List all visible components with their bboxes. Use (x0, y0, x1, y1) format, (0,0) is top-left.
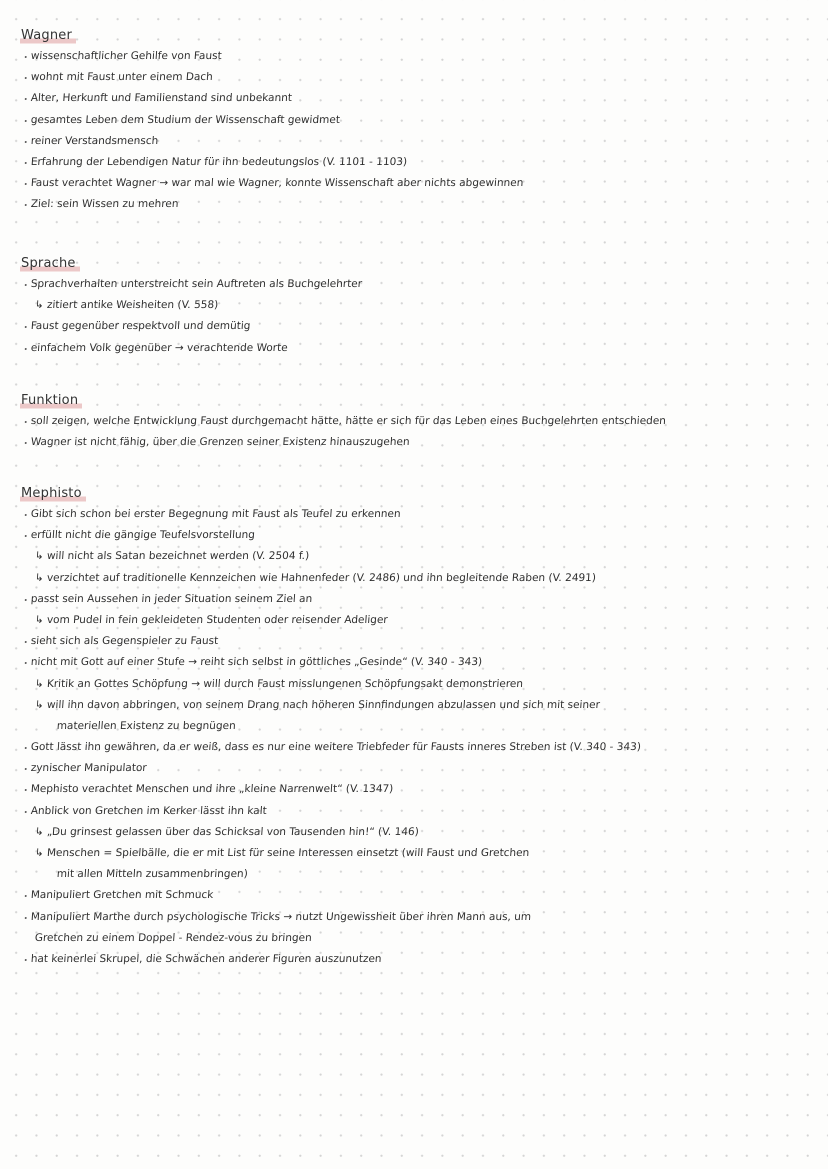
note-line (20, 589, 809, 610)
note-text: ↳ Menschen = Spielbälle, die er mit List für seine Interessen einsetzt (will Faust und Gretchen (34, 847, 530, 859)
bullet-dot (25, 747, 27, 749)
note-text: Alter, Herkunft und Familienstand sind unbekannt (30, 92, 293, 105)
note-line (20, 949, 809, 970)
bullet-dot (25, 162, 27, 164)
note-text: Gibt sich schon bei erster Begegnung mit Faust als Teufel zu erkennen (30, 508, 401, 520)
section-mephisto (20, 482, 808, 970)
note-subline (20, 674, 809, 695)
note-line (20, 801, 809, 822)
note-text: Gott lässt ihn gewähren, da er weiß, dass es nur eine weitere Triebfeder für Fausts inneres Streben ist (V. 340 - 343) (30, 741, 642, 754)
note-continuation (20, 928, 809, 949)
bullet-dot (25, 284, 27, 286)
bullet-dot (25, 514, 27, 516)
note-text: wissenschaftlicher Gehilfe von Faust (30, 50, 223, 62)
bullet-dot (25, 917, 27, 919)
note-line (20, 525, 809, 546)
bullet-dot (25, 662, 27, 664)
bullet-dot (25, 421, 27, 423)
note-text: ↳ „Du grinsest gelassen über das Schicksal von Tausenden hin!“ (V. 146) (34, 825, 420, 838)
note-line (20, 652, 809, 673)
note-text: soll zeigen, welche Entwicklung Faust durchgemacht hätte, hätte er sich für das Leben eines Buchgelehrten entschieden (30, 415, 667, 427)
bullet-dot (25, 56, 27, 58)
note-text: ↳ will ihn davon abbringen, von seinem Drang nach höheren Sinnfindungen abzulassen und sich mit seiner (34, 698, 601, 711)
note-text: ↳ Kritik an Gottes Schöpfung → will durch Faust misslungenen Schöpfungsakt demonstrieren (34, 677, 524, 690)
note-text: passt sein Aussehen in jeder Situation seinem Ziel an (30, 592, 313, 605)
note-line (20, 67, 809, 88)
note-subline (20, 695, 809, 716)
note-text: Gretchen zu einem Doppel - Rendez-vous zu bringen (34, 931, 313, 944)
note-text: ↳ verzichtet auf traditionelle Kennzeichen wie Hahnenfeder (V. 2486) und ihn begleitende Raben (V. 2491) (34, 571, 597, 584)
note-line (20, 737, 809, 758)
note-line (20, 88, 809, 109)
bullet-dot (25, 442, 27, 444)
bullet-dot (25, 204, 27, 206)
section-heading: Sprache (20, 256, 80, 272)
note-text: gesamtes Leben dem Studium der Wissenschaft gewidmet (30, 113, 341, 126)
note-line (20, 46, 809, 67)
section-heading: Wagner (20, 28, 76, 44)
section-sprache (20, 252, 808, 359)
note-line (20, 631, 809, 652)
note-line (20, 173, 809, 194)
note-text: Erfahrung der Lebendigen Natur für ihn bedeutungslos (V. 1101 - 1103) (30, 155, 408, 168)
note-text: hat keinerlei Skrupel, die Schwächen anderer Figuren auszunutzen (30, 952, 382, 965)
note-line (20, 504, 809, 525)
bullet-dot (25, 98, 27, 100)
note-line (20, 152, 809, 173)
note-text: Faust verachtet Wagner → war mal wie Wagner, konnte Wissenschaft aber nichts abgewinnen (30, 177, 524, 190)
note-line (20, 779, 809, 800)
note-text: mit allen Mitteln zusammenbringen) (56, 868, 249, 881)
note-line (20, 907, 809, 928)
note-subline (20, 843, 809, 864)
bullet-dot (25, 811, 27, 813)
bullet-dot (25, 141, 27, 143)
bullet-dot (25, 348, 27, 350)
bullet-dot (25, 326, 27, 328)
note-text: einfachem Volk gegenüber → verachtende Worte (30, 341, 289, 354)
bullet-dot (25, 895, 27, 897)
note-text: ↳ zitiert antike Weisheiten (V. 558) (34, 299, 219, 312)
note-text: Manipuliert Gretchen mit Schmuck (30, 889, 214, 902)
bullet-dot (25, 641, 27, 643)
bullet-dot (25, 77, 27, 79)
bullet-dot (25, 768, 27, 770)
note-text: Manipuliert Marthe durch psychologische Tricks → nutzt Ungewissheit über ihren Mann aus, um (30, 910, 532, 923)
note-line (20, 131, 809, 152)
bullet-dot (25, 183, 27, 185)
note-line (20, 411, 809, 432)
note-text: wohnt mit Faust unter einem Dach (30, 71, 214, 84)
note-line (20, 758, 809, 779)
bullet-dot (25, 535, 27, 537)
note-text: erfüllt nicht die gängige Teufelsvorstellung (30, 529, 256, 542)
bullet-dot (25, 789, 27, 791)
note-subline (20, 546, 809, 567)
note-text: Anblick von Gretchen im Kerker lässt ihn kalt (30, 804, 268, 817)
note-continuation (20, 864, 809, 885)
note-subline (20, 295, 809, 316)
note-continuation (20, 716, 809, 737)
note-text: nicht mit Gott auf einer Stufe → reiht sich selbst in göttliches „Gesinde“ (V. 340 - 343) (30, 656, 483, 669)
note-text: Wagner ist nicht fähig, über die Grenzen seiner Existenz hinauszugehen (30, 436, 411, 449)
note-text: Ziel: sein Wissen zu mehren (30, 198, 179, 211)
note-line (20, 274, 809, 295)
bullet-dot (25, 599, 27, 601)
note-line (20, 110, 809, 131)
note-text: ↳ will nicht als Satan bezeichnet werden (V. 2504 f.) (34, 550, 310, 563)
note-text: Mephisto verachtet Menschen und ihre „kleine Narrenwelt“ (V. 1347) (30, 783, 394, 796)
note-subline (20, 610, 809, 631)
section-funktion (20, 389, 808, 453)
note-text: Sprachverhalten unterstreicht sein Auftreten als Buchgelehrter (30, 278, 363, 290)
bullet-dot (25, 959, 27, 961)
note-subline (20, 822, 809, 843)
note-line (20, 338, 809, 359)
note-line (20, 316, 809, 337)
note-text: materiellen Existenz zu begnügen (56, 719, 237, 732)
note-line (20, 885, 809, 906)
note-text: ↳ vom Pudel in fein gekleideten Studenten oder reisender Adeliger (34, 613, 389, 626)
note-subline (20, 568, 809, 589)
note-text: Faust gegenüber respektvoll und demütig (30, 320, 251, 333)
section-wagner (20, 24, 808, 216)
note-text: zynischer Manipulator (30, 762, 148, 775)
section-heading: Funktion (20, 393, 82, 409)
note-line (20, 194, 809, 215)
note-text: sieht sich als Gegenspieler zu Faust (30, 635, 219, 648)
bullet-dot (25, 120, 27, 122)
note-text: reiner Verstandsmensch (30, 134, 159, 147)
note-line (20, 432, 809, 453)
section-heading: Mephisto (20, 486, 86, 502)
